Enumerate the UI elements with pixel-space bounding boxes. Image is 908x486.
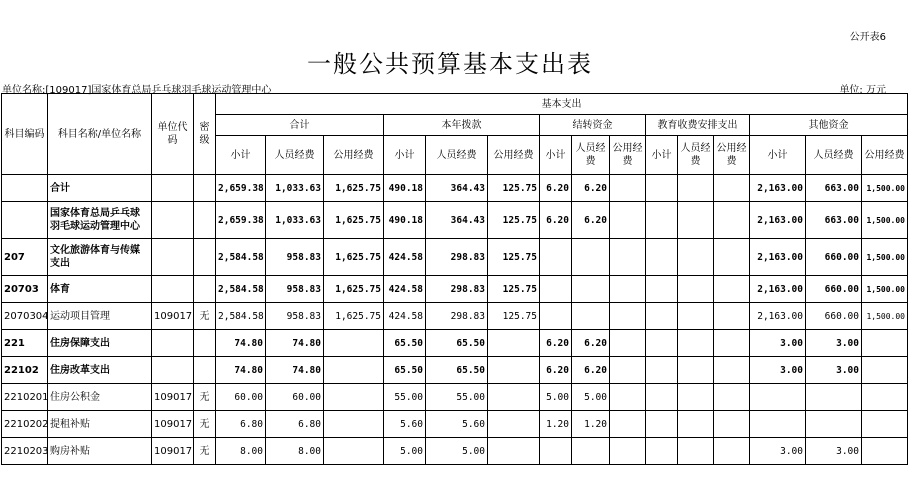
row-value — [610, 303, 646, 330]
row-value: 1,500.00 — [862, 276, 908, 303]
header-group-carry: 结转资金 — [540, 115, 646, 136]
row-value — [572, 438, 610, 465]
row-value: 424.58 — [384, 239, 426, 276]
subheader: 公用经费 — [488, 136, 540, 175]
row-value: 1,500.00 — [862, 202, 908, 239]
row-value — [714, 175, 750, 202]
row-value: 65.50 — [384, 357, 426, 384]
row-value: 1,625.75 — [324, 202, 384, 239]
row-value — [678, 357, 714, 384]
row-value — [714, 411, 750, 438]
row-value: 125.75 — [488, 239, 540, 276]
row-unit-code — [152, 175, 194, 202]
row-value — [646, 202, 678, 239]
subheader: 人员经费 — [426, 136, 488, 175]
row-name: 运动项目管理 — [48, 303, 152, 330]
row-value: 74.80 — [266, 357, 324, 384]
row-value — [678, 384, 714, 411]
row-value — [714, 438, 750, 465]
subheader: 人员经费 — [806, 136, 862, 175]
row-secret — [194, 357, 216, 384]
table-row — [2, 357, 908, 384]
subheader: 小计 — [216, 136, 266, 175]
row-value — [646, 330, 678, 357]
row-value: 2,584.58 — [216, 303, 266, 330]
row-value — [488, 438, 540, 465]
row-value: 125.75 — [488, 175, 540, 202]
row-value: 1,500.00 — [862, 175, 908, 202]
row-value — [610, 330, 646, 357]
row-value: 490.18 — [384, 175, 426, 202]
row-value — [488, 330, 540, 357]
row-secret: 无 — [194, 384, 216, 411]
unit-name: 单位名称:[109017]国家体育总局乒乓球羽毛球运动管理中心 — [2, 85, 272, 96]
header-unit-code: 单位代码 — [152, 94, 194, 175]
row-secret: 无 — [194, 411, 216, 438]
row-value: 5.00 — [426, 438, 488, 465]
subheader: 小计 — [750, 136, 806, 175]
row-value: 8.00 — [266, 438, 324, 465]
row-code: 20703 — [2, 276, 48, 303]
row-value — [488, 411, 540, 438]
table-row — [2, 330, 908, 357]
row-value — [750, 411, 806, 438]
row-secret — [194, 175, 216, 202]
row-value: 1,500.00 — [862, 303, 908, 330]
row-name: 住房保障支出 — [48, 330, 152, 357]
row-value: 6.20 — [540, 357, 572, 384]
row-value — [540, 276, 572, 303]
header-group-other: 其他资金 — [750, 115, 908, 136]
row-name: 住房公积金 — [48, 384, 152, 411]
row-value: 1,625.75 — [324, 239, 384, 276]
header-secret: 密级 — [194, 94, 216, 175]
row-value — [324, 357, 384, 384]
row-value: 2,659.38 — [216, 175, 266, 202]
row-value — [646, 303, 678, 330]
row-value: 3.00 — [750, 330, 806, 357]
row-value — [678, 330, 714, 357]
row-name: 住房改革支出 — [48, 357, 152, 384]
row-value: 490.18 — [384, 202, 426, 239]
row-value: 1,625.75 — [324, 303, 384, 330]
row-value: 5.00 — [384, 438, 426, 465]
row-value: 364.43 — [426, 175, 488, 202]
row-value — [610, 276, 646, 303]
row-value — [610, 202, 646, 239]
subheader: 公用经费 — [862, 136, 908, 175]
row-value — [862, 330, 908, 357]
row-secret: 无 — [194, 438, 216, 465]
table-row — [2, 384, 908, 411]
row-value: 74.80 — [216, 357, 266, 384]
row-value: 1.20 — [540, 411, 572, 438]
row-unit-code — [152, 357, 194, 384]
table-row — [2, 175, 908, 202]
row-value — [540, 438, 572, 465]
row-value — [646, 239, 678, 276]
row-value — [324, 438, 384, 465]
row-value: 6.20 — [540, 175, 572, 202]
row-value — [646, 384, 678, 411]
row-code: 2210203 — [2, 438, 48, 465]
row-secret — [194, 202, 216, 239]
row-unit-code: 109017 — [152, 438, 194, 465]
row-value: 663.00 — [806, 175, 862, 202]
row-value: 60.00 — [266, 384, 324, 411]
row-value: 125.75 — [488, 276, 540, 303]
row-value — [488, 384, 540, 411]
subheader: 公用经费 — [610, 136, 646, 175]
row-secret — [194, 330, 216, 357]
row-value — [540, 239, 572, 276]
row-secret — [194, 239, 216, 276]
subheader: 人员经费 — [266, 136, 324, 175]
row-value — [646, 175, 678, 202]
table-row — [2, 202, 908, 239]
row-value — [678, 438, 714, 465]
row-name: 文化旅游体育与传媒支出 — [48, 239, 152, 276]
row-unit-code: 109017 — [152, 411, 194, 438]
row-value: 3.00 — [750, 438, 806, 465]
row-value — [714, 276, 750, 303]
row-value — [572, 303, 610, 330]
row-value — [646, 276, 678, 303]
row-value: 1,500.00 — [862, 239, 908, 276]
table-row — [2, 411, 908, 438]
row-code: 22102 — [2, 357, 48, 384]
row-code: 2210201 — [2, 384, 48, 411]
row-value — [646, 357, 678, 384]
row-value: 364.43 — [426, 202, 488, 239]
row-value — [678, 303, 714, 330]
row-value: 65.50 — [426, 330, 488, 357]
row-secret: 无 — [194, 303, 216, 330]
row-secret — [194, 276, 216, 303]
row-value: 65.50 — [384, 330, 426, 357]
row-value: 663.00 — [806, 202, 862, 239]
row-value: 424.58 — [384, 303, 426, 330]
header-name: 科目名称/单位名称 — [48, 94, 152, 175]
row-value: 660.00 — [806, 239, 862, 276]
sheet-tag: 公开表6 — [849, 32, 886, 43]
row-code — [2, 202, 48, 239]
row-value — [862, 384, 908, 411]
row-value: 1.20 — [572, 411, 610, 438]
row-value: 1,033.63 — [266, 175, 324, 202]
row-value — [678, 175, 714, 202]
header-basic: 基本支出 — [216, 94, 908, 115]
row-value: 424.58 — [384, 276, 426, 303]
row-value: 6.20 — [572, 357, 610, 384]
row-value: 2,584.58 — [216, 276, 266, 303]
row-value — [678, 411, 714, 438]
row-code: 2070304 — [2, 303, 48, 330]
row-value: 958.83 — [266, 276, 324, 303]
row-value: 298.83 — [426, 239, 488, 276]
subheader: 小计 — [646, 136, 678, 175]
row-code: 221 — [2, 330, 48, 357]
row-name: 国家体育总局乒乓球羽毛球运动管理中心 — [48, 202, 152, 239]
row-unit-code — [152, 202, 194, 239]
subheader: 公用经费 — [324, 136, 384, 175]
row-value: 2,163.00 — [750, 202, 806, 239]
row-value — [610, 175, 646, 202]
row-value: 8.00 — [216, 438, 266, 465]
row-value — [678, 276, 714, 303]
row-code: 2210202 — [2, 411, 48, 438]
row-value: 74.80 — [266, 330, 324, 357]
row-value: 958.83 — [266, 303, 324, 330]
header-group-edu: 教育收费安排支出 — [646, 115, 750, 136]
row-value — [862, 438, 908, 465]
row-value — [862, 357, 908, 384]
row-value: 3.00 — [750, 357, 806, 384]
row-code: 207 — [2, 239, 48, 276]
row-value: 1,625.75 — [324, 175, 384, 202]
unit-label: 单位: 万元 — [839, 85, 886, 96]
row-value — [714, 384, 750, 411]
row-value — [714, 303, 750, 330]
row-value — [750, 384, 806, 411]
row-unit-code — [152, 276, 194, 303]
row-value — [646, 438, 678, 465]
budget-table — [1, 93, 908, 465]
row-value: 125.75 — [488, 303, 540, 330]
row-code — [2, 175, 48, 202]
page-title: 一般公共预算基本支出表 — [307, 50, 593, 78]
row-unit-code: 109017 — [152, 303, 194, 330]
row-value: 958.83 — [266, 239, 324, 276]
row-value — [324, 330, 384, 357]
row-unit-code: 109017 — [152, 384, 194, 411]
subheader: 人员经费 — [678, 136, 714, 175]
subheader: 公用经费 — [714, 136, 750, 175]
row-value: 298.83 — [426, 276, 488, 303]
row-value: 660.00 — [806, 303, 862, 330]
row-value — [714, 202, 750, 239]
row-value — [324, 411, 384, 438]
header-group-total: 合计 — [216, 115, 384, 136]
row-value: 6.20 — [572, 175, 610, 202]
row-value — [862, 411, 908, 438]
row-value: 6.80 — [266, 411, 324, 438]
header-code: 科目编码 — [2, 94, 48, 175]
row-value: 6.80 — [216, 411, 266, 438]
row-value: 3.00 — [806, 357, 862, 384]
header-group-current: 本年拨款 — [384, 115, 540, 136]
row-value — [714, 239, 750, 276]
row-value — [610, 411, 646, 438]
row-value: 65.50 — [426, 357, 488, 384]
row-value — [610, 384, 646, 411]
row-value — [714, 330, 750, 357]
row-value — [610, 438, 646, 465]
table-row — [2, 276, 908, 303]
row-value: 2,163.00 — [750, 276, 806, 303]
row-value — [540, 303, 572, 330]
row-value: 6.20 — [540, 330, 572, 357]
row-value: 125.75 — [488, 202, 540, 239]
row-value — [806, 384, 862, 411]
subheader: 小计 — [540, 136, 572, 175]
row-value — [806, 411, 862, 438]
row-value: 6.20 — [572, 330, 610, 357]
row-value: 1,033.63 — [266, 202, 324, 239]
row-value: 3.00 — [806, 330, 862, 357]
row-value: 660.00 — [806, 276, 862, 303]
row-unit-code — [152, 239, 194, 276]
subheader: 小计 — [384, 136, 426, 175]
row-value — [646, 411, 678, 438]
row-value: 2,163.00 — [750, 175, 806, 202]
row-name: 体育 — [48, 276, 152, 303]
row-value: 1,625.75 — [324, 276, 384, 303]
row-value — [572, 239, 610, 276]
row-value — [488, 357, 540, 384]
row-value — [324, 384, 384, 411]
row-value — [678, 239, 714, 276]
row-value: 3.00 — [806, 438, 862, 465]
row-value: 6.20 — [540, 202, 572, 239]
row-value: 2,584.58 — [216, 239, 266, 276]
row-value: 5.60 — [384, 411, 426, 438]
row-value: 55.00 — [426, 384, 488, 411]
subheader: 人员经费 — [572, 136, 610, 175]
row-value — [610, 239, 646, 276]
row-value: 2,659.38 — [216, 202, 266, 239]
row-value — [610, 357, 646, 384]
row-value: 6.20 — [572, 202, 610, 239]
row-name: 提租补贴 — [48, 411, 152, 438]
row-value: 5.00 — [572, 384, 610, 411]
row-name: 合计 — [48, 175, 152, 202]
row-name: 购房补贴 — [48, 438, 152, 465]
row-value: 74.80 — [216, 330, 266, 357]
table-row — [2, 239, 908, 276]
row-value: 2,163.00 — [750, 239, 806, 276]
table-row — [2, 438, 908, 465]
row-value: 5.00 — [540, 384, 572, 411]
row-value: 2,163.00 — [750, 303, 806, 330]
row-value: 55.00 — [384, 384, 426, 411]
row-value: 298.83 — [426, 303, 488, 330]
row-value — [572, 276, 610, 303]
row-value — [714, 357, 750, 384]
row-value: 60.00 — [216, 384, 266, 411]
table-row — [2, 303, 908, 330]
row-value: 5.60 — [426, 411, 488, 438]
row-unit-code — [152, 330, 194, 357]
row-value — [678, 202, 714, 239]
